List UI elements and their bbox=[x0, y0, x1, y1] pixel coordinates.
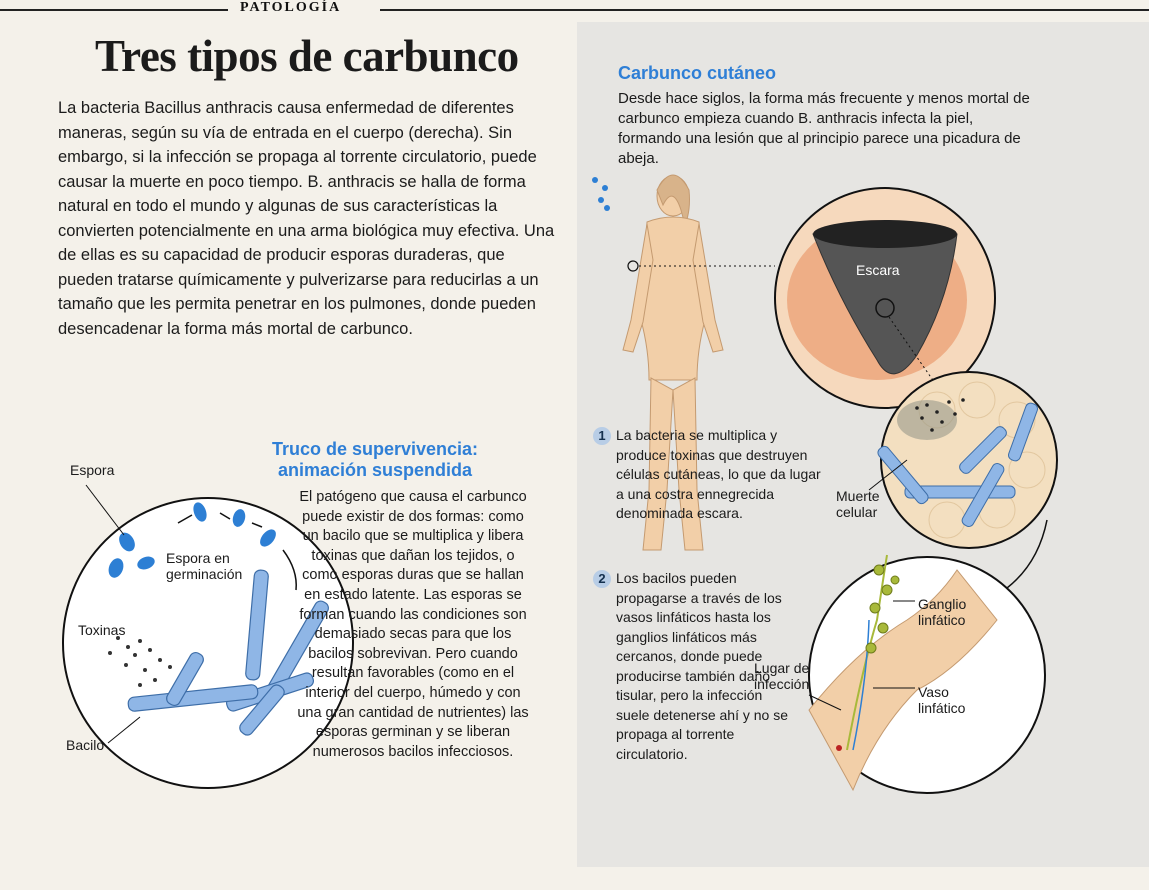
label-germinacion-line1: Espora en bbox=[166, 550, 230, 566]
lymph-zoom bbox=[809, 555, 1045, 793]
step2-badge: 2 bbox=[593, 570, 611, 588]
survival-heading-line1: Truco de supervivencia: bbox=[271, 439, 479, 459]
label-lugar-line2: infección bbox=[754, 676, 810, 692]
section-kicker: PATOLOGÍA bbox=[228, 0, 353, 16]
header-rule-right bbox=[380, 9, 1149, 11]
label-bacilo: Bacilo bbox=[66, 737, 105, 753]
label-ganglio-line1: Ganglio bbox=[918, 596, 967, 612]
label-ganglio-line2: linfático bbox=[918, 612, 966, 628]
label-vaso-line2: linfático bbox=[918, 700, 966, 716]
label-ganglio bbox=[918, 596, 966, 628]
label-muerte-line1: Muerte bbox=[836, 488, 880, 504]
drops bbox=[592, 177, 610, 211]
label-espora-germinacion bbox=[166, 550, 242, 582]
infection-point bbox=[836, 745, 842, 751]
header-rule-left bbox=[0, 9, 228, 11]
step1-badge: 1 bbox=[593, 427, 611, 445]
article-title: Tres tipos de carbunco bbox=[95, 31, 519, 81]
label-espora: Espora bbox=[70, 462, 115, 478]
cutaneous-heading: Carbunco cutáneo bbox=[618, 63, 777, 83]
torso bbox=[641, 217, 705, 380]
label-muerte-celular bbox=[836, 488, 880, 520]
label-muerte-line2: celular bbox=[836, 504, 878, 520]
label-lugar-line1: Lugar de bbox=[754, 660, 810, 676]
survival-heading-line2: animación suspendida bbox=[277, 460, 473, 480]
article-intro: La bacteria Bacillus anthracis causa enfermedad de diferentes maneras, según su vía de entrada en el cuerpo (derecha). Sin embargo, si la infección se propaga al torrente circulatorio, puede causar la muerte en poco tiempo. B. anthracis se halla de forma natural en todo el mundo y algunas de sus características la convierten potencialmente en una arma biológica muy efectiva. Una de ellas es su capacidad de producir esporas duraderas, que pueden tratarse químicamente y pulverizarse para reducirlas a un tamaño que les permita penetrar en los pulmones, donde pueden desencadenar la forma más mortal de carbunco. bbox=[58, 99, 555, 338]
bleed-through-bottom bbox=[0, 815, 577, 890]
label-escara: Escara bbox=[856, 262, 900, 278]
survival-text: El patógeno que causa el carbunco puede existir de dos formas: como un bacilo que se multiplica y libera toxinas que dañan los tejidos, o como esporas duras que se hallan en estado latente. Las esporas se forman cuando las condiciones son demasiado secas para que los bacilos sobrevivan. Pero cuando resultan favorables (como en el interior del cuerpo, húmedo y con una gran cantidad de nutrientes) las esporas germinan y se liberan numerosos bacilos infecciosos. bbox=[297, 489, 529, 760]
label-toxinas: Toxinas bbox=[78, 622, 126, 638]
cutaneous-text: Desde hace siglos, la forma más frecuente y menos mortal de carbunco empieza cuando B. anthracis infecta la piel, formando una lesión que al principio parece una picadura de abeja. bbox=[618, 90, 1030, 167]
label-vaso bbox=[918, 684, 965, 716]
label-germinacion-line2: germinación bbox=[166, 566, 243, 582]
step2-text: Los bacilos pueden propagarse a través de los vasos linfáticos hasta los ganglios linfáticos más cercanos, donde puede producirse también daño tisular, pero la infección suele detenerse ahí y no se propaga al torrente circulatorio. bbox=[616, 570, 789, 762]
infection-site-marker bbox=[628, 261, 638, 271]
step1-text: La bacteria se multiplica y produce toxinas que destruyen células cutáneas, lo que da lugar a una costra ennegrecida denominada escara. bbox=[616, 427, 821, 521]
label-vaso-line1: Vaso bbox=[918, 684, 949, 700]
espora-pointer bbox=[86, 485, 124, 535]
